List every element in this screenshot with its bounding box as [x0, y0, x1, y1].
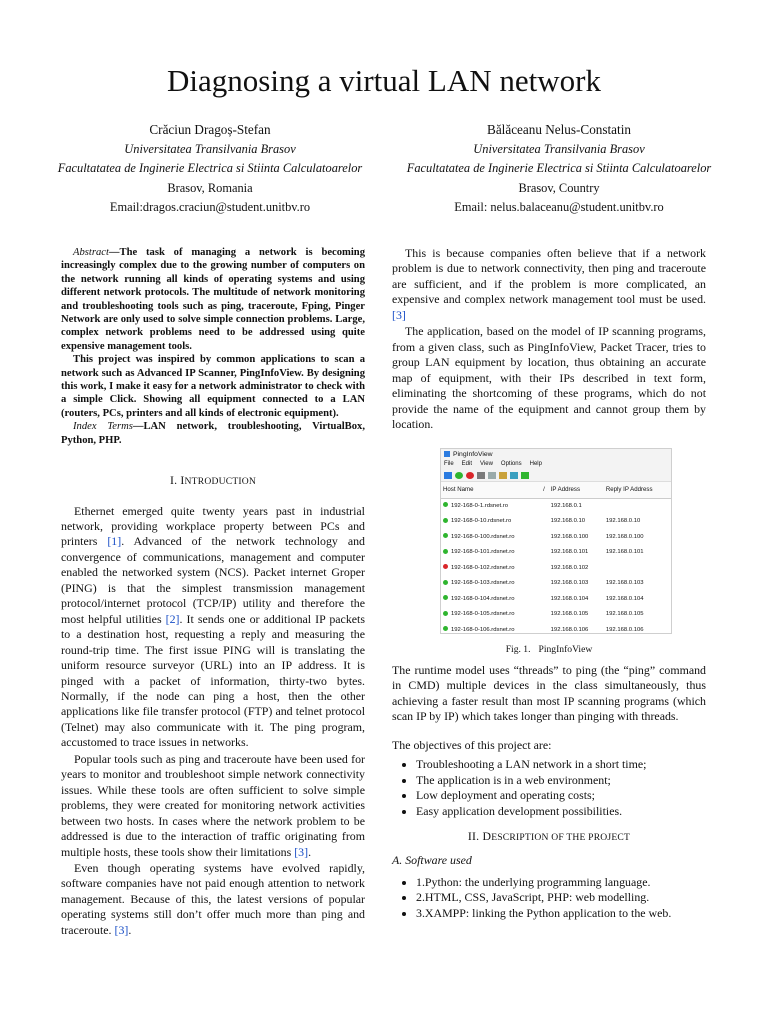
figure-caption: Fig. 1. PingInfoView — [505, 644, 593, 656]
column-header[interactable]: / — [541, 482, 549, 498]
right-column — [392, 246, 706, 921]
table-row[interactable] — [441, 514, 671, 529]
status-ok-icon — [443, 549, 448, 554]
status-ok-icon — [443, 518, 448, 523]
sort-cell — [541, 561, 549, 576]
host-cell: 192-168-0-104.rdsnet.ro — [441, 592, 541, 607]
subsection-heading: A. Software used — [392, 853, 472, 868]
software-item: • 1.Python: the underlying programming language. — [416, 875, 706, 890]
ip-cell: 192.168.0.103 — [550, 580, 589, 587]
figure-pinginfoview-screenshot — [440, 448, 672, 634]
citation-link[interactable]: [3] — [392, 307, 406, 322]
sort-cell — [541, 514, 549, 529]
menu-item-help[interactable]: Help — [529, 461, 542, 468]
author-location: Brasov, Romania — [167, 180, 253, 195]
app-icon — [444, 451, 450, 457]
author-university: Universitatea Transilvania Brasov — [473, 141, 645, 156]
author-block-2 — [384, 120, 734, 218]
author-email: Email: nelus.balaceanu@student.unitbv.ro — [454, 200, 664, 215]
body-paragraph: The application, based on the model of IP scanning programs, from a given class, such as PingInfoView, Packet Tracer, tries to group LAN equipment by location, thus obtaining an accurate map of equipment, with their IPs described in text form, eliminating the shortcoming of these programs, which do not provide the name of the equipment and cannot group them by location. — [392, 324, 706, 431]
menu-item-file[interactable]: File — [444, 461, 454, 468]
status-ok-icon — [443, 502, 448, 507]
table-row[interactable] — [441, 530, 671, 545]
author-faculty: Facultatatea de Inginerie Electrica si Stiinta Calculatoarelor — [57, 161, 363, 176]
ip-cell: 192.168.0.104 — [550, 595, 589, 602]
status-ok-icon — [443, 595, 448, 600]
menu-item-view[interactable]: View — [480, 461, 493, 468]
right-body — [392, 246, 706, 432]
status-ok-icon — [443, 533, 448, 538]
host-cell: 192-168-0-101.rdsnet.ro — [441, 545, 541, 560]
properties-icon[interactable] — [499, 472, 507, 479]
ip-cell: 192.168.0.101 — [550, 549, 589, 556]
table-row[interactable] — [441, 576, 671, 591]
ip-cell: 192.168.0.100 — [550, 533, 589, 540]
objective-item: • Troubleshooting a LAN network in a short time; — [416, 757, 706, 772]
index-terms-lead: Index Terms — [73, 421, 133, 433]
sort-cell — [541, 498, 549, 514]
host-cell: 192-168-0-10.rdsnet.ro — [441, 514, 541, 529]
intro-paragraph: Popular tools such as ping and traceroute have been used for years to monitor and troubleshoot simple network connectivity issues. While these tools are often sufficient to solve simple problems, they were created for monitoring network activities between two hosts. In cases where the network problem to be addressed is due to the interaction of traffic originating from multiple hosts, these tools show their limitations [3]. — [61, 751, 365, 859]
citation-link[interactable]: [1] — [107, 534, 122, 549]
copy-icon[interactable] — [488, 472, 496, 479]
stop-icon[interactable] — [466, 472, 474, 479]
software-list — [392, 875, 706, 921]
author-email: Email:dragos.craciun@student.unitbv.ro — [109, 200, 311, 215]
reply-ip-cell: 192.168.0.106 — [605, 626, 644, 633]
software-item: • 3.XAMPP: linking the Python application to the web. — [416, 906, 706, 921]
objective-item: • Easy application development possibilities. — [416, 804, 706, 819]
intro-paragraph: Ethernet emerged quite twenty years past in industrial network, providing workplace property between PCs and printers [1]. Advanced of the network technology and convergence of communications, management and computer enabled the networked system (NCS). Packet internet Groper (PING) is that the simplest transmission management protocol/internet protocol (TCP/IP) utility and therefore the most helpful utilities [2]. It sends one or additional IP packets to a destination host, requesting a reply and measuring the round-trip time. The first issue PING will is translating the uniform resource surveyor (URL) into an IP address. It is pinged with a packet of information, thirty-two bytes. Normally, if the node can ping a host, then the other applications like file transfer protocol (FTP) and telnet protocol (Telnet) may also communicate with it. The ping program, accustomed to trace issues in networks. — [61, 503, 365, 750]
reply-ip-cell — [604, 498, 671, 514]
sort-cell — [541, 607, 549, 622]
refresh-icon[interactable] — [510, 472, 518, 479]
table-row[interactable] — [441, 545, 671, 560]
reply-ip-cell: 192.168.0.105 — [605, 611, 644, 618]
column-header[interactable]: Host Name — [441, 482, 541, 498]
author-university: Universitatea Transilvania Brasov — [124, 141, 296, 156]
body-paragraph: The runtime model uses “threads” to ping (the “ping” command in CMD) multiple devices in the class simultaneously, thus achieving a faster result than most IP scanning programs (which scan IP by IP) which takes longer than pinging with threads. — [392, 662, 706, 724]
save-icon[interactable] — [477, 472, 485, 479]
abstract-paragraph-2: This project was inspired by common applications to scan a network such as Advanced IP Scanner, PingInfoView. By designing this work, I make it easy for a network administrator to check with a simple Click. Showing all equipment connected to a LAN (routers, PCs, printers and all kinds of electronic equipment). — [61, 354, 365, 419]
status-fail-icon — [443, 564, 448, 569]
status-ok-icon — [443, 626, 448, 631]
ip-cell: 192.168.0.105 — [550, 611, 589, 618]
author-name: Bălăceanu Nelus-Constatin — [487, 122, 631, 137]
objectives-list — [392, 757, 706, 819]
host-cell: 192-168-0-102.rdsnet.ro — [441, 561, 541, 576]
sort-cell — [541, 530, 549, 545]
column-header[interactable]: Reply IP Address — [604, 482, 671, 498]
body-paragraph: This is because companies often believe that if a network problem is due to network connectivity, then ping and traceroute are sufficient, and if the problem is more complicated, an expensive and complex network management tool must be used. [3] — [392, 246, 706, 322]
table-row[interactable] — [441, 561, 671, 576]
window-title-bar — [441, 449, 671, 460]
table-row[interactable] — [441, 623, 671, 635]
ip-cell: 192.168.0.106 — [550, 626, 589, 633]
hosts-table — [441, 482, 671, 634]
objective-item: • Low deployment and operating costs; — [416, 788, 706, 803]
host-cell: 192-168-0-105.rdsnet.ro — [441, 607, 541, 622]
objectives-intro: The objectives of this project are: — [392, 737, 552, 752]
menu-item-edit[interactable]: Edit — [461, 461, 473, 468]
introduction-body — [61, 504, 365, 939]
menu-item-options[interactable]: Options — [500, 461, 522, 468]
left-column — [61, 246, 365, 938]
section-heading-introduction: I. INTRODUCTION — [169, 473, 257, 488]
paper-title: Diagnosing a virtual LAN network — [167, 63, 601, 98]
intro-paragraph: Even though operating systems have evolved rapidly, software companies have not paid enough attention to network management. Because of this, the latest versions of popular operating systems still don’t offer much more than ping and traceroute. [3]. — [61, 860, 365, 937]
exit-icon[interactable] — [521, 472, 529, 479]
table-row[interactable] — [441, 498, 671, 514]
sort-cell — [541, 623, 549, 635]
software-item: • 2.HTML, CSS, JavaScript, PHP: web modelling. — [416, 890, 706, 905]
author-name: Crăciun Dragoș-Stefan — [149, 122, 271, 137]
citation-link[interactable]: [3] — [114, 922, 129, 937]
host-cell: 192-168-0-1.rdsnet.ro — [441, 498, 541, 514]
toolbar — [441, 469, 671, 482]
host-cell: 192-168-0-106.rdsnet.ro — [441, 623, 541, 635]
reply-ip-cell: 192.168.0.10 — [605, 518, 641, 525]
abstract — [61, 246, 365, 447]
ip-cell: 192.168.0.102 — [550, 564, 589, 571]
menu-bar — [441, 460, 671, 469]
reply-ip-cell: 192.168.0.100 — [605, 533, 644, 540]
ip-cell: 192.168.0.10 — [550, 518, 586, 525]
citation-link[interactable]: [2] — [165, 611, 180, 626]
sort-cell — [541, 576, 549, 591]
reply-ip-cell: 192.168.0.103 — [605, 580, 644, 587]
abstract-lead: Abstract — [73, 247, 109, 258]
reply-ip-cell: 192.168.0.104 — [605, 595, 644, 602]
table-row[interactable] — [441, 607, 671, 622]
citation-link[interactable]: [3] — [294, 844, 309, 859]
play-icon[interactable] — [455, 472, 463, 479]
host-cell: 192-168-0-103.rdsnet.ro — [441, 576, 541, 591]
table-row[interactable] — [441, 592, 671, 607]
index-terms-text: —LAN network, troubleshooting, VirtualBox, Python, PHP. — [61, 421, 365, 446]
reply-ip-cell: 192.168.0.101 — [605, 549, 644, 556]
ip-cell: 192.168.0.1 — [550, 502, 582, 509]
window-title: PingInfoView — [453, 451, 493, 459]
status-ok-icon — [443, 611, 448, 616]
reply-ip-cell — [604, 561, 671, 576]
host-cell: 192-168-0-100.rdsnet.ro — [441, 530, 541, 545]
status-ok-icon — [443, 580, 448, 585]
author-block-1 — [35, 120, 385, 218]
abstract-text: —The task of managing a network is becoming increasingly complex due to the growing number of computers on the network running all kinds of operating systems and using different network protocols. The multitude of network monitoring and troubleshooting tools such as ping, traceroute, Fping, Pinger Network are only used to solve simple connection problems. Large, complex network problems need to be addressed using quite expensive management tools. — [61, 247, 365, 352]
column-header[interactable]: IP Address — [549, 482, 604, 498]
author-location: Brasov, Country — [518, 180, 600, 195]
right-body-2 — [392, 663, 706, 753]
objective-item: • The application is in a web environment; — [416, 773, 706, 788]
section-heading-description: II. DESCRIPTION OF THE PROJECT — [467, 828, 631, 843]
sort-cell — [541, 592, 549, 607]
start-icon[interactable] — [444, 472, 452, 479]
sort-cell — [541, 545, 549, 560]
author-faculty: Facultatatea de Inginerie Electrica si Stiinta Calculatoarelor — [406, 161, 712, 176]
